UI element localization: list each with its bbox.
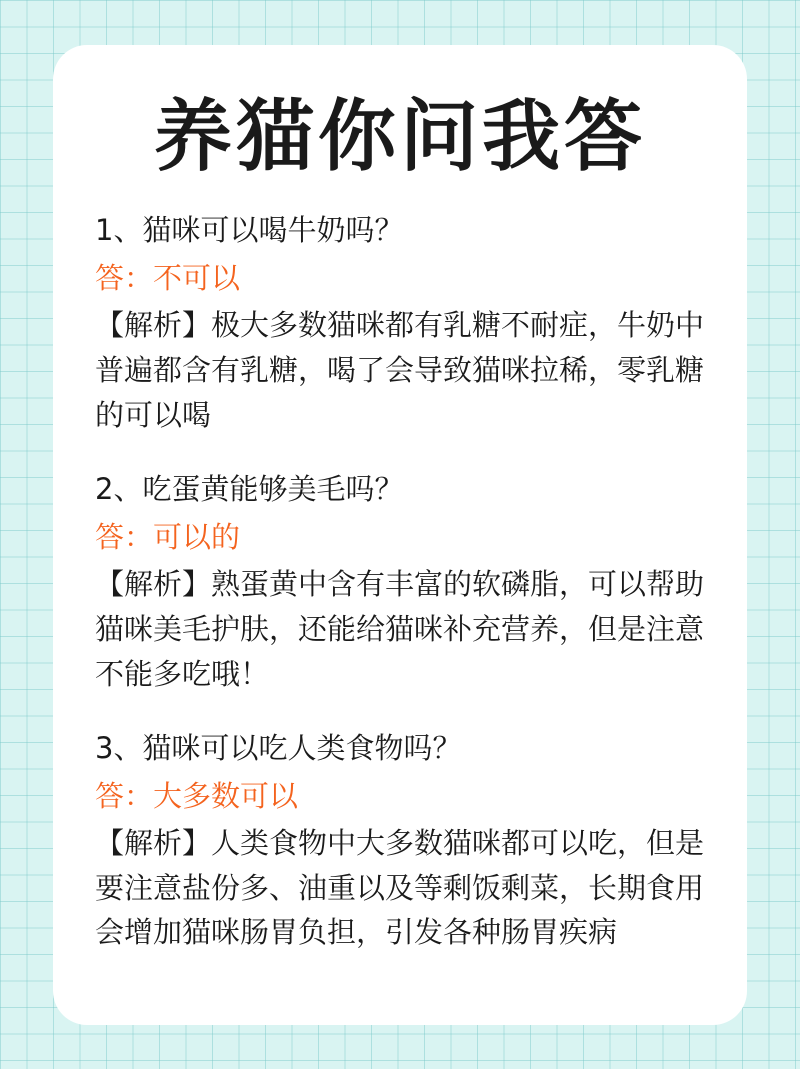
- content-card: [53, 45, 747, 1025]
- qa-item-1: [95, 209, 705, 438]
- explanation-text: 【解析】熟蛋黄中含有丰富的软磷脂，可以帮助猫咪美毛护肤，还能给猫咪补充营养，但是注意不能多吃哦！: [95, 566, 705, 691]
- answer-text: 答：大多数可以: [95, 778, 299, 813]
- explanation-text: 【解析】人类食物中大多数猫咪都可以吃，但是要注意盐份多、油重以及等剩饭剩菜，长期食用会增加猫咪肠胃负担，引发各种肠胃疾病: [95, 825, 705, 950]
- answer-text: 答：可以的: [95, 519, 241, 554]
- answer-text: 答：不可以: [95, 260, 241, 295]
- qa-item-3: [95, 727, 705, 956]
- question-text: 3、猫咪可以吃人类食物吗？: [95, 730, 462, 765]
- question-text: 1、猫咪可以喝牛奶吗？: [95, 212, 404, 247]
- question-text: 2、吃蛋黄能够美毛吗？: [95, 471, 404, 506]
- qa-item-2: [95, 468, 705, 697]
- page-title: 养猫你问我答: [153, 92, 646, 182]
- explanation-text: 【解析】极大多数猫咪都有乳糖不耐症，牛奶中普遍都含有乳糖，喝了会导致猫咪拉稀，零乳糖的可以喝: [95, 307, 705, 432]
